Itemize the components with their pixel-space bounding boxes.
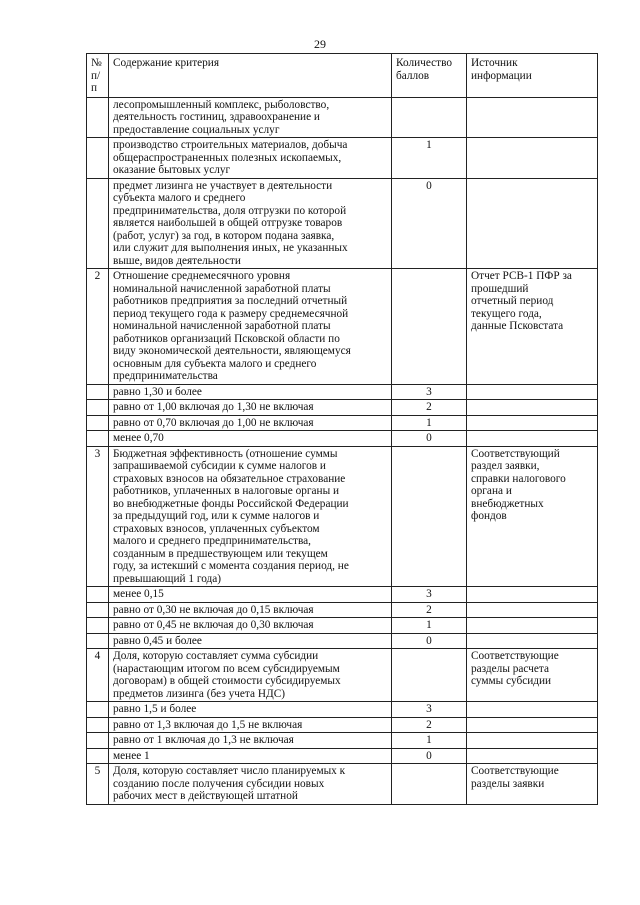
points-value <box>392 446 467 587</box>
table-header-row <box>87 54 598 98</box>
points-value: 3 <box>392 702 467 718</box>
header-content: Содержание критерия <box>109 54 392 98</box>
points-value: 2 <box>392 717 467 733</box>
table-row <box>87 415 598 431</box>
criterion-text: лесопромышленный комплекс, рыболовство, деятельность гостиниц, здравоохранение и предоставление социальных услуг <box>109 97 392 138</box>
points-value <box>392 649 467 702</box>
source-text <box>467 602 598 618</box>
row-number <box>87 431 109 447</box>
table-row <box>87 618 598 634</box>
criterion-text: равно от 1,00 включая до 1,30 не включая <box>109 400 392 416</box>
row-number <box>87 618 109 634</box>
table-row <box>87 384 598 400</box>
criteria-table <box>86 53 598 805</box>
points-value: 0 <box>392 633 467 649</box>
criterion-text: равно от 0,30 не включая до 0,15 включая <box>109 602 392 618</box>
table-row <box>87 733 598 749</box>
points-value: 3 <box>392 587 467 603</box>
row-number <box>87 97 109 138</box>
source-text: Отчет РСВ-1 ПФР за прошедший отчетный период текущего года, данные Псковстата <box>467 269 598 385</box>
criterion-text: менее 0,70 <box>109 431 392 447</box>
row-number <box>87 138 109 179</box>
criterion-text: равно от 0,45 не включая до 0,30 включая <box>109 618 392 634</box>
criterion-text: предмет лизинга не участвует в деятельности субъекта малого и среднего предпринимательства, доля отгрузки по которой является наибольшей в общей отгрузке товаров (работ, услуг) за год, в котором подана заявка, или служит для выполнения иных, не указанных выше, видов деятельности <box>109 178 392 269</box>
source-text <box>467 400 598 416</box>
row-number: 2 <box>87 269 109 385</box>
points-value <box>392 764 467 805</box>
table-row <box>87 431 598 447</box>
table-row <box>87 269 598 385</box>
criterion-text: равно от 0,70 включая до 1,00 не включая <box>109 415 392 431</box>
table-row <box>87 587 598 603</box>
source-text <box>467 138 598 179</box>
criterion-text: равно от 1 включая до 1,3 не включая <box>109 733 392 749</box>
row-number <box>87 717 109 733</box>
table-row <box>87 649 598 702</box>
row-number <box>87 748 109 764</box>
points-value: 0 <box>392 748 467 764</box>
criterion-text: Отношение среднемесячного уровня номинальной начисленной заработной платы работников предприятия за последний отчетный период текущего года к размеру среднемесячной номинальной начисленной заработной платы работников организаций Псковской области по виду экономической деятельности, являющемуся основным для субъекта малого и среднего предпринимательства <box>109 269 392 385</box>
source-text <box>467 717 598 733</box>
row-number: 5 <box>87 764 109 805</box>
table-row <box>87 178 598 269</box>
points-value: 1 <box>392 415 467 431</box>
source-text <box>467 431 598 447</box>
row-number <box>87 702 109 718</box>
source-text <box>467 178 598 269</box>
table-row <box>87 702 598 718</box>
row-number <box>87 384 109 400</box>
source-text <box>467 97 598 138</box>
table-row <box>87 717 598 733</box>
points-value: 0 <box>392 178 467 269</box>
row-number <box>87 733 109 749</box>
source-text <box>467 702 598 718</box>
row-number <box>87 602 109 618</box>
points-value: 2 <box>392 602 467 618</box>
table-row <box>87 97 598 138</box>
row-number <box>87 178 109 269</box>
source-text: Соответствующий раздел заявки, справки налогового органа и внебюджетных фондов <box>467 446 598 587</box>
row-number: 4 <box>87 649 109 702</box>
source-text <box>467 733 598 749</box>
header-points: Количество баллов <box>392 54 467 98</box>
row-number: 3 <box>87 446 109 587</box>
criterion-text: равно 0,45 и более <box>109 633 392 649</box>
table-row <box>87 138 598 179</box>
row-number <box>87 415 109 431</box>
row-number <box>87 633 109 649</box>
row-number <box>87 400 109 416</box>
source-text <box>467 587 598 603</box>
source-text: Соответствующие разделы расчета суммы субсидии <box>467 649 598 702</box>
source-text <box>467 633 598 649</box>
source-text <box>467 384 598 400</box>
points-value: 0 <box>392 431 467 447</box>
header-source: Источник информации <box>467 54 598 98</box>
points-value: 2 <box>392 400 467 416</box>
table-row <box>87 400 598 416</box>
criterion-text: Бюджетная эффективность (отношение суммы запрашиваемой субсидии к сумме налогов и страховых взносов на обязательное страхование работников, уплаченных в налоговые органы и во внебюджетные фонды Российской Федерации за предыдущий год, или к сумме налогов и страховых взносов, уплаченных субъектом малого и среднего предпринимательства, созданным в предшествующем или текущем году, за истекший с момента создания период, не превышающий 1 года) <box>109 446 392 587</box>
points-value: 1 <box>392 138 467 179</box>
points-value: 3 <box>392 384 467 400</box>
points-value <box>392 97 467 138</box>
table-row <box>87 748 598 764</box>
criterion-text: менее 1 <box>109 748 392 764</box>
table-row <box>87 446 598 587</box>
header-number: № п/п <box>87 54 109 98</box>
criterion-text: Доля, которую составляет число планируемых к созданию после получения субсидии новых рабочих мест в действующей штатной <box>109 764 392 805</box>
points-value: 1 <box>392 618 467 634</box>
criterion-text: менее 0,15 <box>109 587 392 603</box>
points-value <box>392 269 467 385</box>
source-text <box>467 748 598 764</box>
criterion-text: производство строительных материалов, добыча общераспространенных полезных ископаемых, оказание бытовых услуг <box>109 138 392 179</box>
points-value: 1 <box>392 733 467 749</box>
criterion-text: равно от 1,3 включая до 1,5 не включая <box>109 717 392 733</box>
criterion-text: равно 1,30 и более <box>109 384 392 400</box>
source-text: Соответствующие разделы заявки <box>467 764 598 805</box>
source-text <box>467 415 598 431</box>
row-number <box>87 587 109 603</box>
source-text <box>467 618 598 634</box>
table-row <box>87 602 598 618</box>
table-row <box>87 764 598 805</box>
table-row <box>87 633 598 649</box>
criterion-text: Доля, которую составляет сумма субсидии (нарастающим итогом по всем субсидируемым договорам) в общей стоимости субсидируемых предметов лизинга (без учета НДС) <box>109 649 392 702</box>
page-number: 29 <box>314 37 326 51</box>
criterion-text: равно 1,5 и более <box>109 702 392 718</box>
